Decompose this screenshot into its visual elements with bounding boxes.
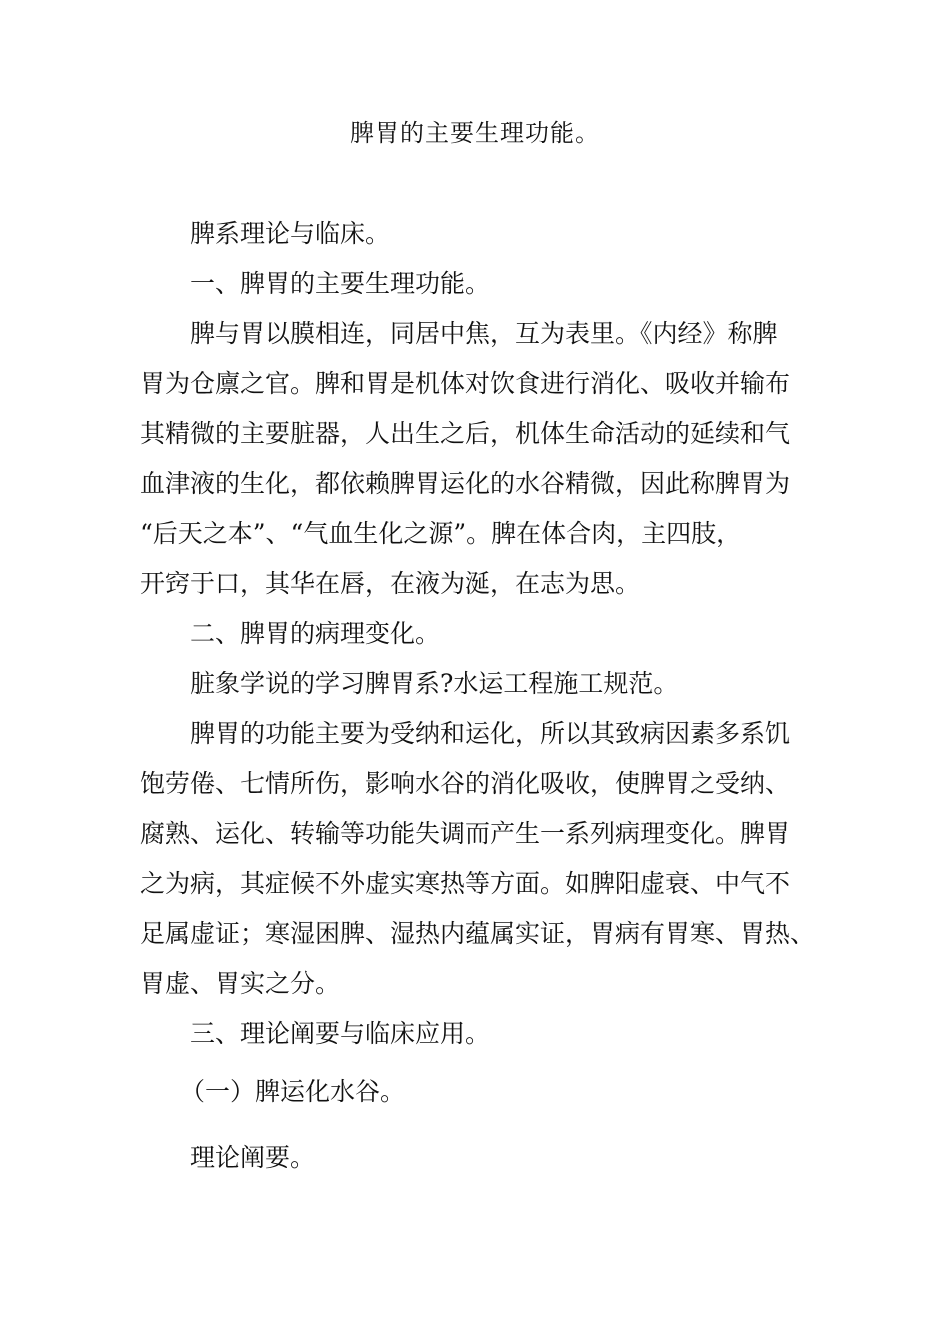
paragraph-line: 其精微的主要脏器，人出生之后，机体生命活动的延续和气	[140, 419, 791, 448]
paragraph-line: 足属虚证；寒湿困脾、湿热内蕴属实证，胃病有胃寒、胃热、	[140, 919, 816, 948]
paragraph-heading: 脏象学说的学习脾胃系?水运工程施工规范。	[190, 669, 679, 698]
section-heading: 二、脾胃的病理变化。	[190, 619, 441, 648]
paragraph-line: 腐熟、运化、转输等功能失调而产生一系列病理变化。脾胃	[140, 819, 791, 848]
section-heading: 一、脾胃的主要生理功能。	[190, 269, 491, 298]
document-title: 脾胃的主要生理功能。	[350, 119, 600, 147]
paragraph-line: “后天之本”、“气血生化之源”。脾在体合肉，主四肢，	[140, 519, 742, 548]
paragraph-line: 脾胃的功能主要为受纳和运化，所以其致病因素多系饥	[190, 719, 791, 748]
paragraph-line: 开窍于口，其华在唇，在液为涎，在志为思。	[140, 569, 641, 598]
paragraph-line: 血津液的生化，都依赖脾胃运化的水谷精微，因此称脾胃为	[140, 469, 791, 498]
paragraph-line: 胃虚、胃实之分。	[140, 969, 341, 998]
paragraph-line: 脾与胃以膜相连，同居中焦，互为表里。《内经》称脾	[190, 319, 778, 348]
paragraph-heading: 理论阐要。	[190, 1143, 316, 1172]
paragraph-line: 饱劳倦、七情所伤，影响水谷的消化吸收，使脾胃之受纳、	[140, 769, 791, 798]
paragraph-heading: 脾系理论与临床。	[190, 219, 391, 248]
subsection-heading: （一）脾运化水谷。	[180, 1077, 406, 1106]
paragraph-line: 胃为仓廪之官。脾和胃是机体对饮食进行消化、吸收并输布	[140, 369, 791, 398]
paragraph-line: 之为病，其症候不外虚实寒热等方面。如脾阳虚衰、中气不	[140, 869, 791, 898]
section-heading: 三、理论阐要与临床应用。	[190, 1019, 491, 1048]
